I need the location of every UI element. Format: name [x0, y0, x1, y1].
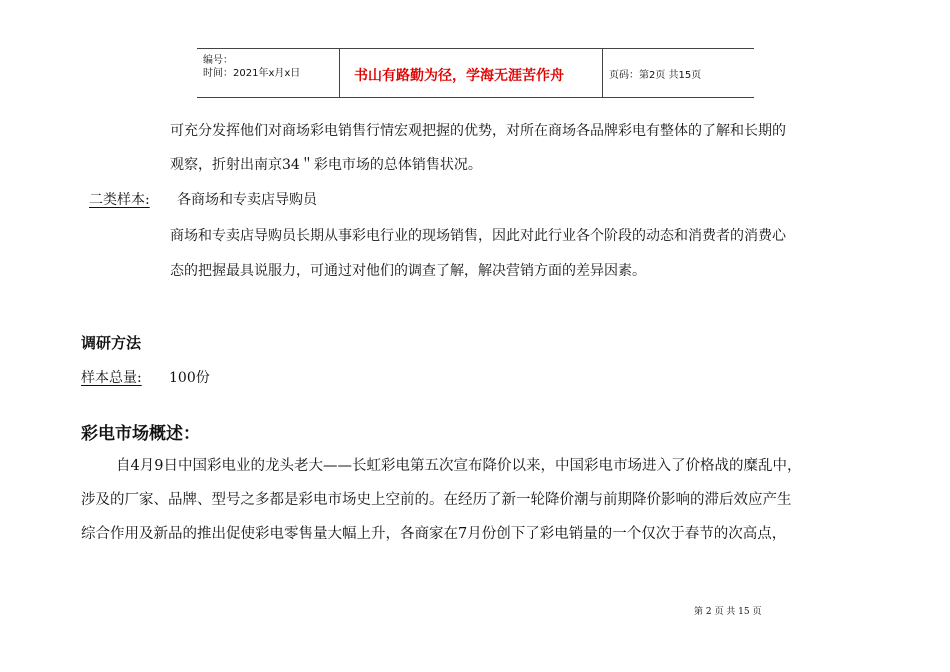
sample-class-1-line: 观察，折射出南京34＂彩电市场的总体销售状况。: [170, 157, 482, 173]
overview-heading: 彩电市场概述：: [81, 424, 200, 444]
header-divider: [602, 49, 603, 97]
sample-class-2-line: 态的把握最具说服力，可通过对他们的调查了解，解决营销方面的差异因素。: [170, 263, 646, 279]
footer-page-number: 第 2 页 共 15 页: [694, 607, 762, 617]
sample-total-value: 100份: [169, 370, 210, 386]
overview-line: 自4月9日中国彩电业的龙头老大——长虹彩电第五次宣布降价以来，中国彩电市场进入了价格战的糜乱中，: [116, 458, 802, 474]
header-number-label: 编号：: [203, 55, 233, 66]
header-page-label: 页码：第2页 共15页: [609, 70, 702, 81]
sample-total-label: 样本总量:: [81, 370, 142, 386]
sample-class-2-label: 二类样本:: [89, 192, 150, 208]
header-time-label: 时间：2021年x月x日: [203, 68, 301, 79]
sample-class-2-line: 商场和专卖店导购员长期从事彩电行业的现场销售，因此对此行业各个阶段的动态和消费者的消费心: [170, 228, 786, 244]
overview-line: 涉及的厂家、品牌、型号之多都是彩电市场史上空前的。在经历了新一轮降价潮与前期降价影响的滞后效应产生: [81, 492, 792, 508]
overview-line: 综合作用及新品的推出促使彩电零售量大幅上升，各商家在7月份创下了彩电销量的一个仅次于春节的次高点，: [81, 526, 787, 542]
sample-class-1-line: 可充分发挥他们对商场彩电销售行情宏观把握的优势，对所在商场各品牌彩电有整体的了解和长期的: [170, 123, 786, 139]
method-heading: 调研方法: [81, 334, 142, 352]
header-divider: [339, 49, 340, 97]
header-motto: 书山有路勤为径，学海无涯苦作舟: [354, 68, 564, 84]
sample-class-2-title: 各商场和专卖店导购员: [177, 192, 317, 208]
